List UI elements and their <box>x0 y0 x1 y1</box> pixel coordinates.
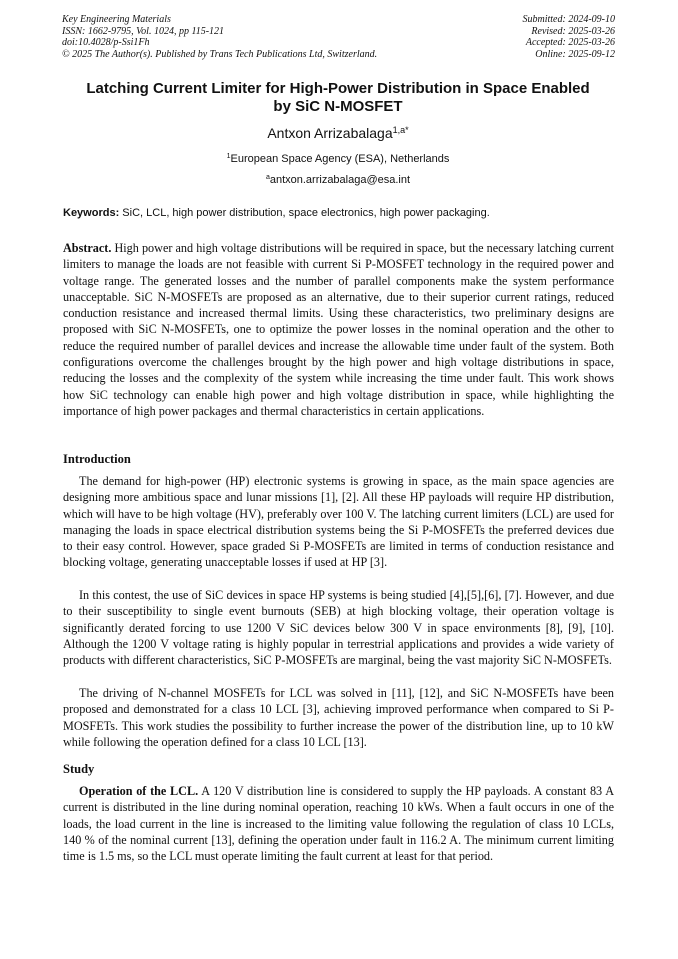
journal-copyright: © 2025 The Author(s). Published by Trans Tech Publications Ltd, Switzerland. <box>62 48 378 60</box>
affiliation <box>62 150 614 166</box>
journal-header <box>62 14 377 60</box>
author-marks: 1,a* <box>392 125 409 135</box>
journal-doi: doi:10.4028/p-Ssi1Fh <box>62 37 150 48</box>
abstract-text: High power and high voltage distributions will be required in space, but the necessary latching current limiters to manage the loads are not feasible with current Si P-MOSFET technology in the required power and voltage range. The generated losses and the number of parallel components make the system performance unacceptable. SiC N-MOSFETs are proposed as an alternative, due to their superior current ratings, reduced conduction resistance and increased thermal limits. Using these characteristics, two preliminary designs are proposed with SiC N-MOSFETs, one to optimize the power losses in the nominal operation and the other to reduce the required number of parallel devices and increase the allowable time under fault of the system. Both configurations overcome the challenges brought by the high power and high voltage distributions in space, reducing the losses and the complexity of the system while increasing the time under fault. This work shows how SiC technology can enable high power and high voltage distribution in space, while highlighting the importance of high power packages and thermal characteristics in certain applications. <box>63 241 614 418</box>
email-mark: a <box>265 174 270 181</box>
study-paragraph <box>63 783 614 864</box>
study-heading: Study <box>63 762 95 776</box>
introduction-paragraph-1: The demand for high-power (HP) electronic systems is growing in space, as the main space agencies are designing more ambitious space and lunar missions [1], [2]. All these HP payloads will require HP distribution, which will have to be high voltage (HV), preferably over 100 V. The latching current limiters (LCL) are used for managing the loads in space electrical distribution systems being the Si P-MOSFETs the preferred devices due to their easy control. However, space graded Si P-MOSFETs are limited in terms of conduction resistance and blocking voltage, generating unacceptable losses if used at HP [3]. <box>63 474 614 570</box>
author-name: Antxon Arrizabalaga <box>267 125 393 141</box>
abstract-label: Abstract. <box>63 241 112 255</box>
introduction-heading: Introduction <box>63 452 131 466</box>
study-text: A 120 V distribution line is considered to supply the HP payloads. A constant 83 A current is distributed in the line during nominal operation, reaching 10 kWs. When a fault occurs in one of the loads, the load current in the line is increased to the limiting value following the regulation of class 10 LCLs, 140 % of the nominal current [13], defining the operation under fault in 116.2 A. The minimum current limiting time is 1.5 ms, so the LCL must operate limiting the fault current at least for that period. <box>63 784 614 864</box>
paper-title-line-1: Latching Current Limiter for High-Power Distribution in Space Enabled <box>86 80 590 97</box>
paper-title-line-2: by SiC N-MOSFET <box>273 98 403 115</box>
affiliation-text: European Space Agency (ESA), Netherlands <box>230 153 450 165</box>
keywords <box>63 206 615 220</box>
author-line <box>62 122 614 142</box>
introduction-paragraph-2: In this contest, the use of SiC devices in space HP systems is being studied [4],[5],[6], [7]. However, and due to their susceptibility to single event burnouts (SEB) at high blocking voltage, their operation voltage is significantly derated forcing to use 1200 V SiC devices below 300 V in space environments [8], [9], [10]. Although the 1200 V voltage rating is highly popular in terrestrial applications and provides a wide variety of products with different characteristics, SiC P-MOSFETs are marginal, being the vast majority SiC N-MOSFETs. <box>63 588 614 668</box>
author-email: antxon.arrizabalaga@esa.int <box>269 174 411 186</box>
date-accepted: Accepted: 2025-03-26 <box>525 37 615 48</box>
affiliation-mark: 1 <box>226 153 231 160</box>
journal-name: Key Engineering Materials <box>62 14 171 25</box>
date-revised: Revised: 2025-03-26 <box>531 25 615 37</box>
study-subheading: Operation of the LCL. <box>79 784 199 798</box>
author-email-line <box>62 171 614 187</box>
introduction-paragraph-3: The driving of N-channel MOSFETs for LCL was solved in [11], [12], and SiC N-MOSFETs have been proposed and demonstrated for a class 10 LCL [3], achieving improved performance when compared to Si P-MOSFETs. This work studies the possibility to further increase the power of the distribution line, up to 10 kW while following the operation defined for a class 10 LCL [13]. <box>63 686 614 749</box>
keywords-text: SiC, LCL, high power distribution, space electronics, high power packaging. <box>119 207 490 219</box>
date-online: Online: 2025-09-12 <box>535 48 615 60</box>
abstract <box>63 240 614 419</box>
paper-title <box>62 80 614 116</box>
date-submitted: Submitted: 2024-09-10 <box>522 14 615 25</box>
keywords-label: Keywords: <box>63 207 120 219</box>
article-dates <box>523 14 616 60</box>
journal-issn: ISSN: 1662-9795, Vol. 1024, pp 115-121 <box>62 25 225 37</box>
